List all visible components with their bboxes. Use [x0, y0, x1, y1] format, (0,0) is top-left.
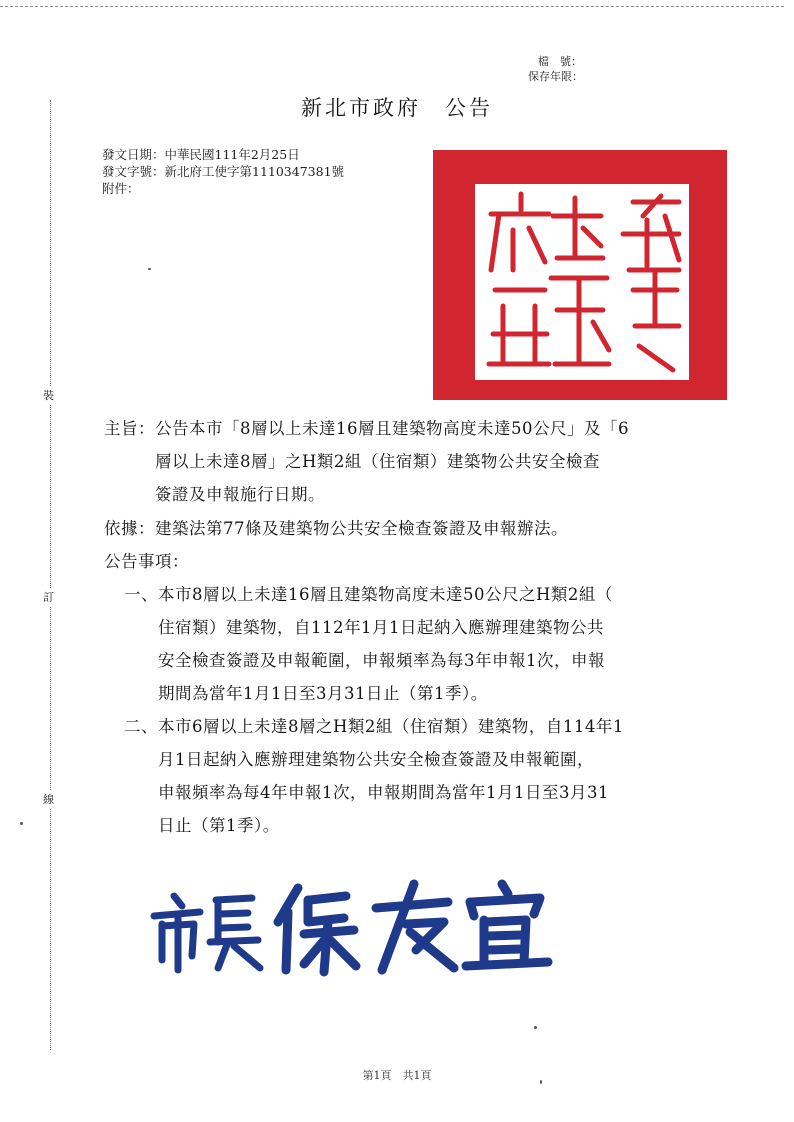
page-number: 第1頁 共1頁 [362, 1069, 432, 1082]
item-2-line-1: 二、本市6層以上未達8層之H類2組（住宿類）建築物，自114年1 [124, 717, 624, 736]
scan-speck [20, 822, 23, 825]
issue-date: 發文日期：中華民國111年2月25日 [102, 147, 300, 162]
item-2-line-2: 月1日起納入應辦理建築物公共安全檢查簽證及申報範圍， [124, 750, 594, 769]
item-1-line-2: 住宿類）建築物，自112年1月1日起納入應辦理建築物公共 [124, 618, 604, 637]
notice-item-1 [124, 578, 613, 710]
item-2-line-3: 申報頻率為每4年申報1次，申報期間為當年1月1日至3月31 [124, 783, 609, 802]
issue-meta [102, 146, 344, 197]
item-1-line-3: 安全檢查簽證及申報範圍，申報頻率為每3年申報1次，申報 [124, 651, 605, 670]
binding-mark-ding: 訂 [43, 588, 54, 606]
attachment-label: 附件： [102, 181, 140, 196]
scan-speck [534, 1026, 537, 1029]
mayor-signature [148, 878, 558, 982]
subject-line-1: 主旨：公告本市「8層以上未達16層且建築物高度未達50公尺」及「6 [104, 419, 629, 438]
item-2-line-4: 日止（第1季）。 [124, 816, 280, 835]
subject-line-2: 層以上未達8層」之H類2組（住宿類）建築物公共安全檢查 [104, 452, 600, 471]
page-title: 新北市政府 公告 [301, 96, 493, 120]
notice-item-2 [124, 710, 624, 842]
scan-speck [148, 268, 151, 270]
issue-number: 發文字號：新北府工使字第1110347381號 [102, 164, 345, 179]
retention-label: 保存年限： [528, 70, 583, 83]
file-meta [528, 54, 583, 84]
notice-heading: 公告事項： [104, 552, 189, 571]
scan-speck [540, 1080, 542, 1084]
binding-line [50, 100, 51, 1050]
file-number-label: 檔 號： [538, 55, 582, 68]
top-dashed-rule [0, 6, 784, 7]
official-seal [433, 150, 727, 400]
binding-mark-zhuang: 裝 [43, 386, 54, 404]
item-1-line-4: 期間為當年1月1日至3月31日止（第1季）。 [124, 684, 488, 703]
basis-line: 依據：建築法第77條及建築物公共安全檢查簽證及申報辦法。 [104, 519, 568, 538]
binding-mark-xian: 線 [43, 790, 54, 808]
subject-line-3: 簽證及申報施行日期。 [104, 485, 325, 504]
item-1-line-1: 一、本市8層以上未達16層且建築物高度未達50公尺之H類2組（ [124, 585, 613, 604]
subject-block [104, 412, 629, 511]
